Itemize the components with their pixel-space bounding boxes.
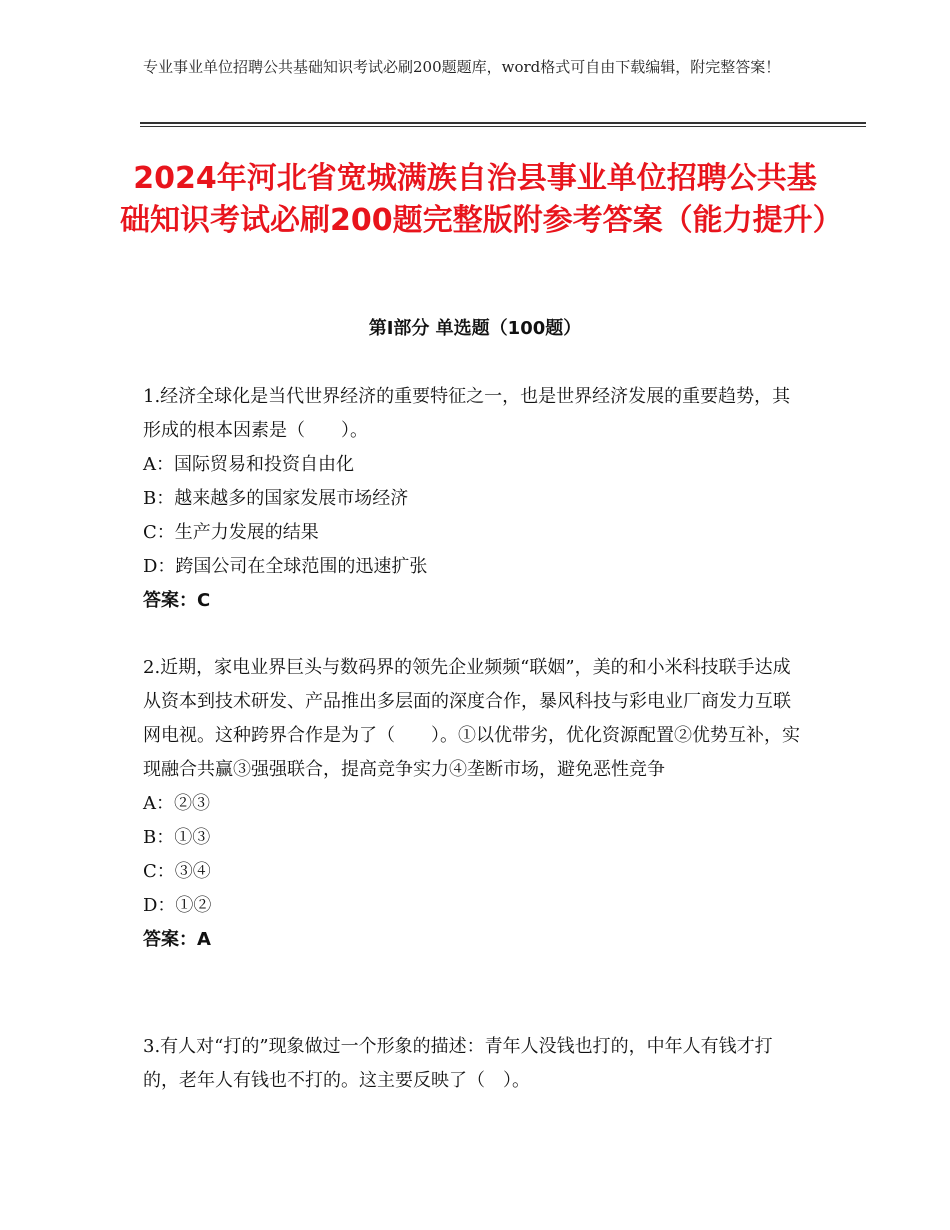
question-1 [143, 380, 803, 618]
question-stem: 2.近期，家电业界巨头与数码界的领先企业频频“联姻”，美的和小米科技联手达成从资本到技术研发、产品推出多层面的深度合作，暴风科技与彩电业厂商发力互联网电视。这种跨界合作是为了（ ）。①以优带劣，优化资源配置②优势互补，实现融合共赢③强强联合，提高竞争实力④垄断市场，避免恶性竞争 [143, 657, 800, 780]
option-b: B：越来越多的国家发展市场经济 [143, 488, 409, 509]
option-a: A：国际贸易和投资自由化 [143, 454, 354, 475]
option-a: A：②③ [143, 793, 210, 814]
header-rule-thick [140, 122, 866, 124]
document-title: 2024年河北省宽城满族自治县事业单位招聘公共基础知识考试必刷200题完整版附参考答案（能力提升） [120, 161, 843, 238]
question-stem: 1.经济全球化是当代世界经济的重要特征之一，也是世界经济发展的重要趋势，其形成的根本因素是（ ）。 [143, 386, 791, 441]
option-d: D：跨国公司在全球范围的迅速扩张 [143, 556, 428, 577]
question-2 [143, 651, 803, 957]
answer: 答案：C [143, 590, 211, 611]
question-stem: 3.有人对“打的”现象做过一个形象的描述：青年人没钱也打的，中年人有钱才打的，老年人有钱也不打的。这主要反映了（ ）。 [143, 1036, 773, 1091]
header-note: 专业事业单位招聘公共基础知识考试必刷200题题库，word格式可自由下载编辑，附完整答案！ [143, 58, 781, 76]
option-b: B：①③ [143, 827, 211, 848]
section-title: 第Ⅰ部分 单选题（100题） [368, 318, 582, 339]
header-rule-thin [140, 126, 866, 127]
question-3 [143, 1030, 803, 1098]
option-c: C：③④ [143, 861, 211, 882]
option-d: D：①② [143, 895, 212, 916]
answer: 答案：A [143, 929, 211, 950]
option-c: C：生产力发展的结果 [143, 522, 319, 543]
